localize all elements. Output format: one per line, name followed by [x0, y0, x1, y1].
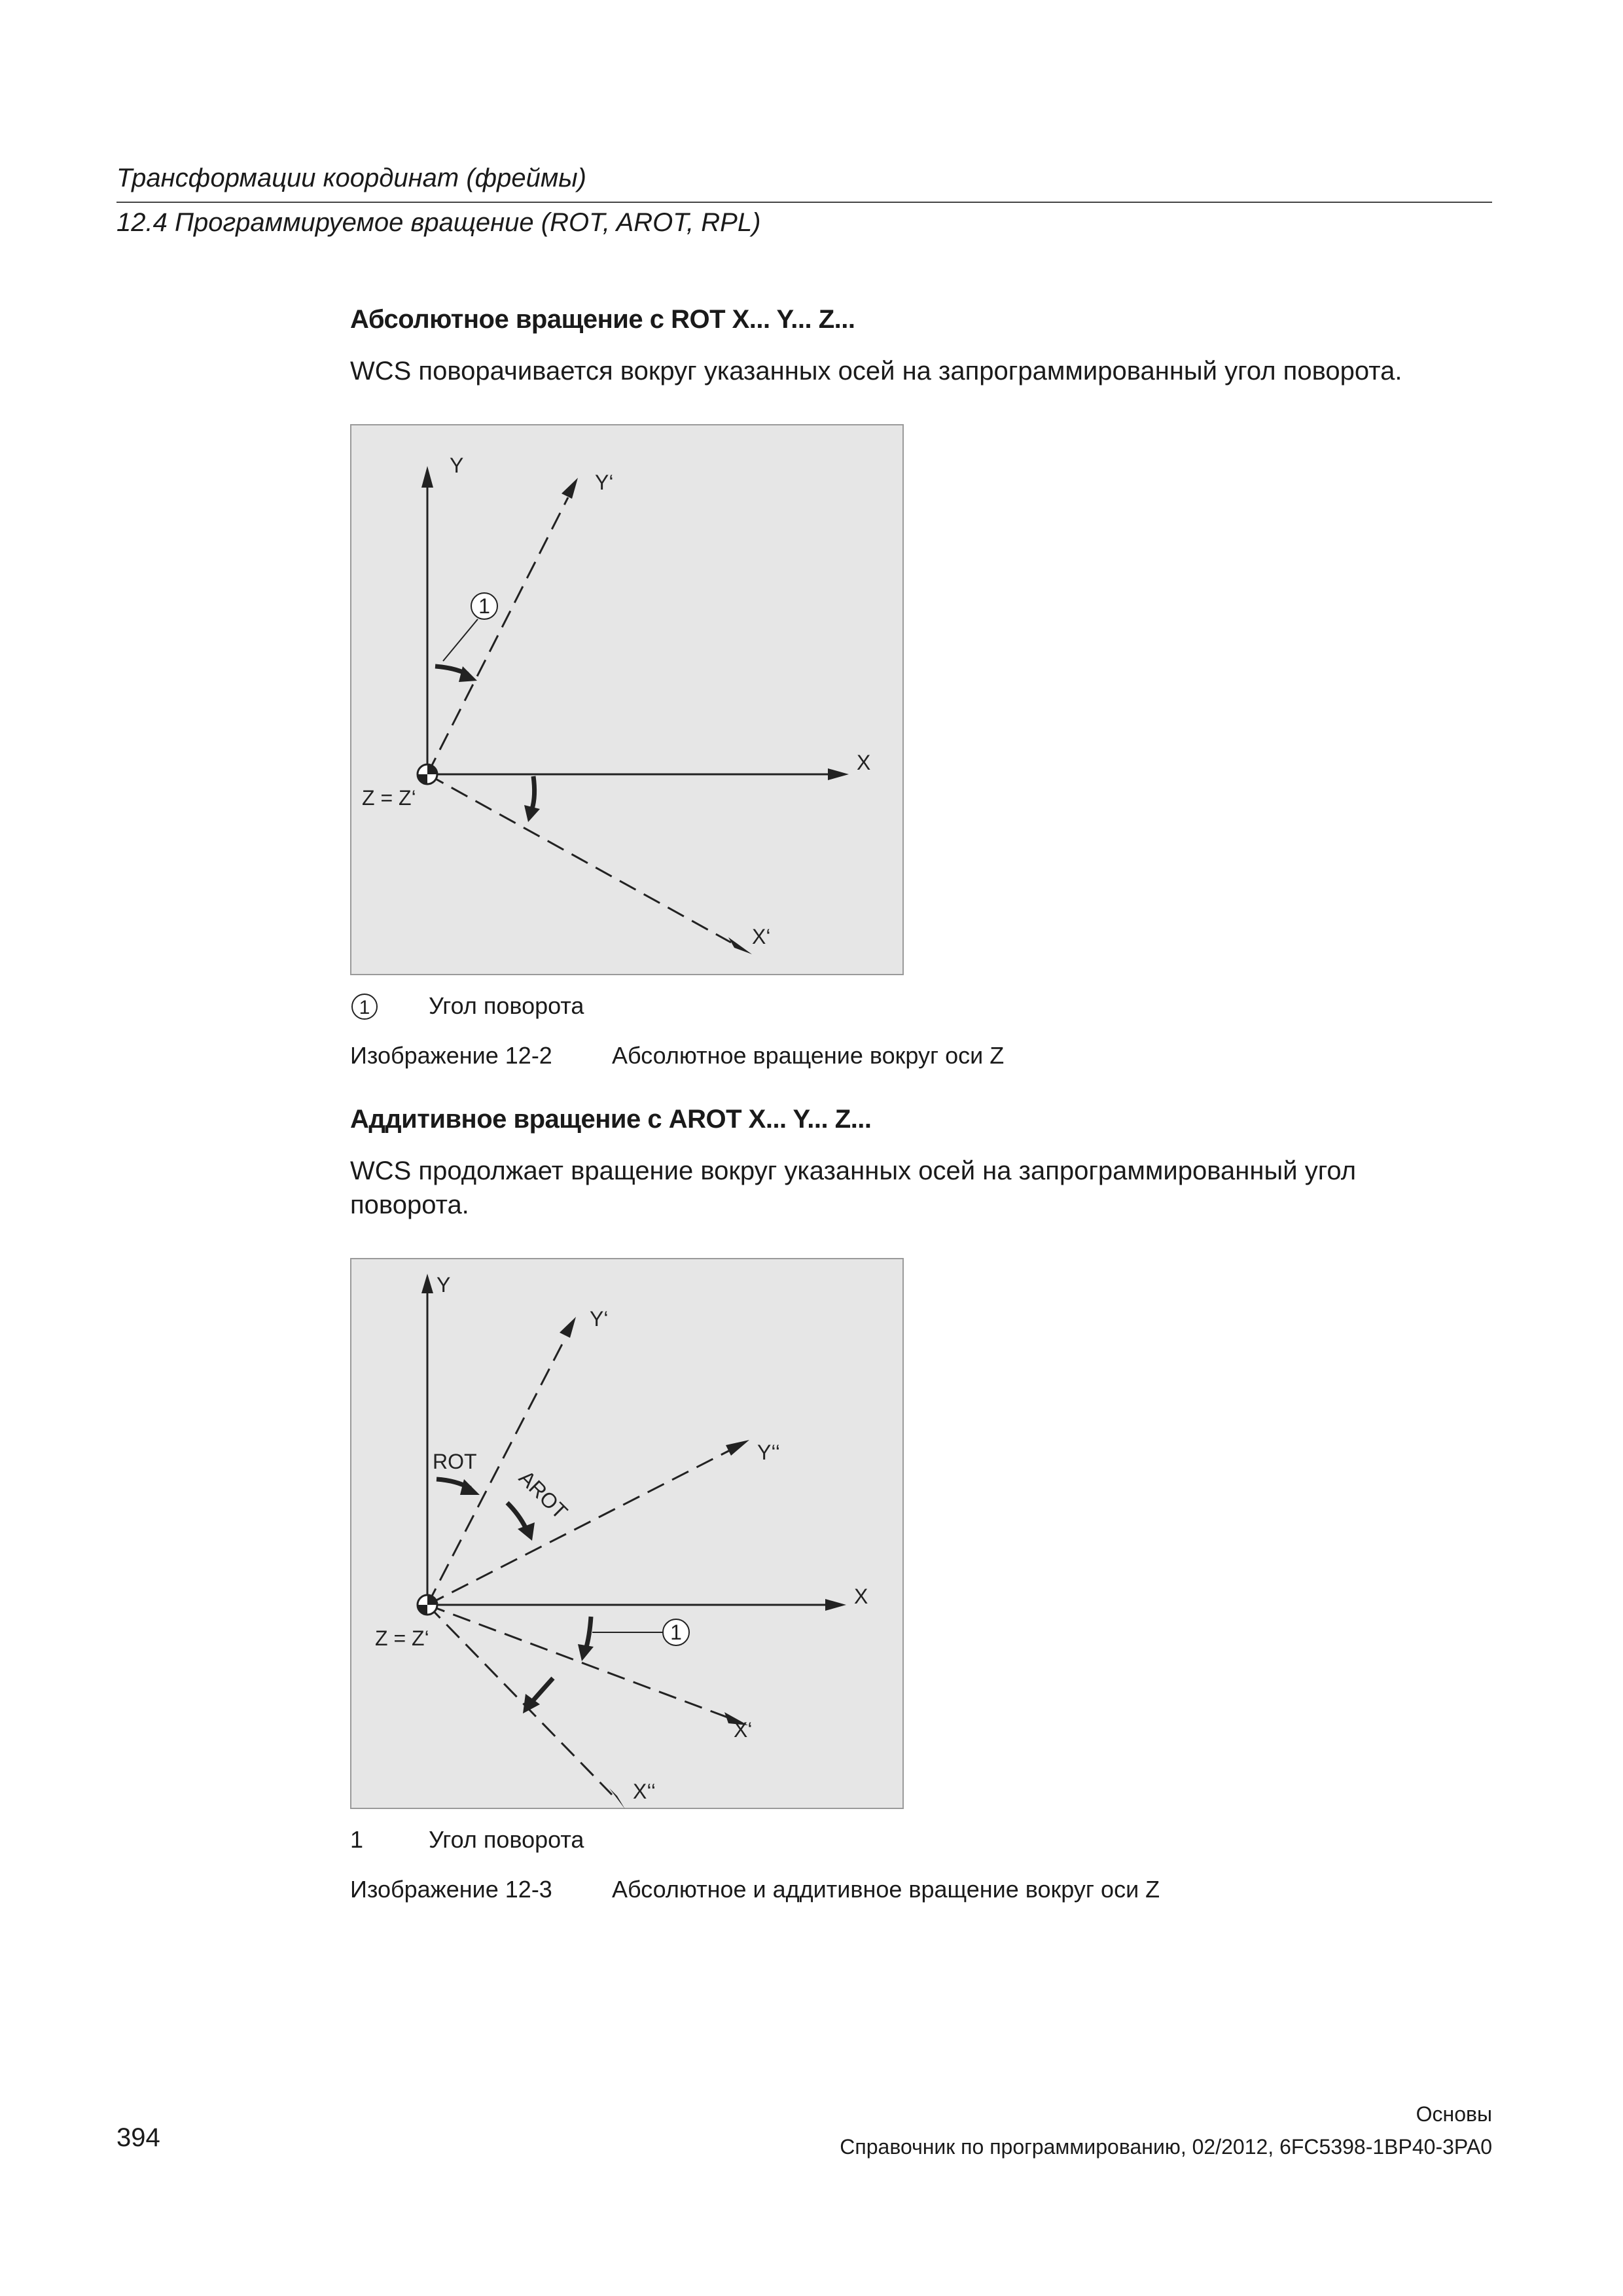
figure-number-12-3: Изображение 12-3: [350, 1876, 552, 1903]
rotation-arrow-x: [532, 776, 535, 809]
origin-symbol: [418, 764, 437, 784]
callout-label: 1: [670, 1621, 682, 1644]
callout-label: 1: [478, 594, 490, 618]
section-heading-rot: Абсолютное вращение с ROT X... Y... Z...: [350, 305, 855, 334]
rot-arrowhead: [460, 1479, 480, 1495]
figure-additive-rotation-svg: [351, 1259, 905, 1810]
y-dprime-arrowhead: [726, 1440, 749, 1456]
section-text-rot: WCS поворачивается вокруг указанных осей на запрограммированный угол поворота.: [350, 357, 1402, 386]
y-axis-arrowhead: [421, 1274, 433, 1293]
y-prime-arrowhead: [560, 1317, 576, 1338]
y-prime-axis-line: [427, 497, 568, 774]
running-header-chapter: Трансформации координат (фреймы): [116, 164, 586, 192]
running-header-section: 12.4 Программируемое вращение (ROT, AROT, RPL): [116, 208, 761, 237]
figure-additive-rotation: [350, 1258, 904, 1809]
rotation-arrowhead-x: [524, 805, 540, 822]
x-prime-arrowhead: [728, 937, 752, 954]
y-dprime-label: Y‘‘: [757, 1441, 780, 1464]
rotation-arrowhead-y: [459, 666, 477, 682]
svg-text:1: 1: [359, 997, 370, 1018]
legend-marker-circle: [350, 992, 379, 1021]
y-axis-label: Y: [437, 1273, 451, 1297]
x-dprime-arrowhead: [609, 1788, 625, 1809]
figure-caption-12-2: Абсолютное вращение вокруг оси Z: [612, 1042, 1005, 1069]
y-axis-arrowhead: [421, 466, 433, 488]
y-prime-label: Y‘: [590, 1307, 609, 1331]
footer-line-1: Основы: [1416, 2102, 1492, 2126]
figure-absolute-rotation-svg: [351, 425, 905, 977]
header-rule: [116, 202, 1492, 203]
x-prime-rotation-arrow: [586, 1617, 591, 1649]
figure-caption-12-3: Абсолютное и аддитивное вращение вокруг оси Z: [612, 1876, 1160, 1903]
legend-text-1: Угол поворота: [429, 992, 584, 1019]
page-number: 394: [116, 2123, 160, 2152]
y-prime-arrowhead: [562, 478, 578, 499]
x-prime-label: X‘: [752, 925, 771, 948]
x-prime-rotation-arrowhead: [578, 1644, 594, 1661]
arot-arrow: [507, 1503, 526, 1528]
footer-line-2: Справочник по программированию, 02/2012, 6FC5398-1BP40-3PA0: [840, 2135, 1492, 2159]
section-heading-arot: Аддитивное вращение с AROT X... Y... Z...: [350, 1105, 872, 1134]
x-prime-label: X‘: [734, 1718, 753, 1742]
z-axis-label: Z = Z‘: [362, 786, 416, 810]
rot-label: ROT: [433, 1450, 477, 1473]
x-axis-label: X: [854, 1585, 868, 1608]
legend-marker-2: 1: [350, 1826, 364, 1853]
y-dprime-axis-line: [427, 1450, 730, 1605]
x-axis-label: X: [857, 751, 871, 774]
arot-label: AROT: [514, 1465, 573, 1524]
x-prime-axis-line: [427, 774, 731, 942]
x-axis-arrowhead: [828, 768, 849, 780]
figure-number-12-2: Изображение 12-2: [350, 1042, 552, 1069]
section-text-arot: WCS продолжает вращение вокруг указанных осей на запрограммированный угол поворота.: [350, 1157, 1357, 1219]
x-dprime-axis-line: [427, 1605, 612, 1795]
x-dprime-label: X‘‘: [633, 1780, 656, 1803]
figure-absolute-rotation: [350, 424, 904, 975]
legend-marker-1: [350, 992, 379, 1027]
legend-text-2: Угол поворота: [429, 1826, 584, 1853]
y-prime-label: Y‘: [595, 471, 614, 494]
origin-symbol: [418, 1595, 437, 1615]
x-dprime-rotation-arrow: [532, 1678, 553, 1702]
y-axis-label: Y: [450, 454, 464, 477]
x-axis-arrowhead: [825, 1599, 846, 1611]
callout-leader: [443, 619, 478, 661]
z-axis-label: Z = Z‘: [375, 1626, 429, 1650]
